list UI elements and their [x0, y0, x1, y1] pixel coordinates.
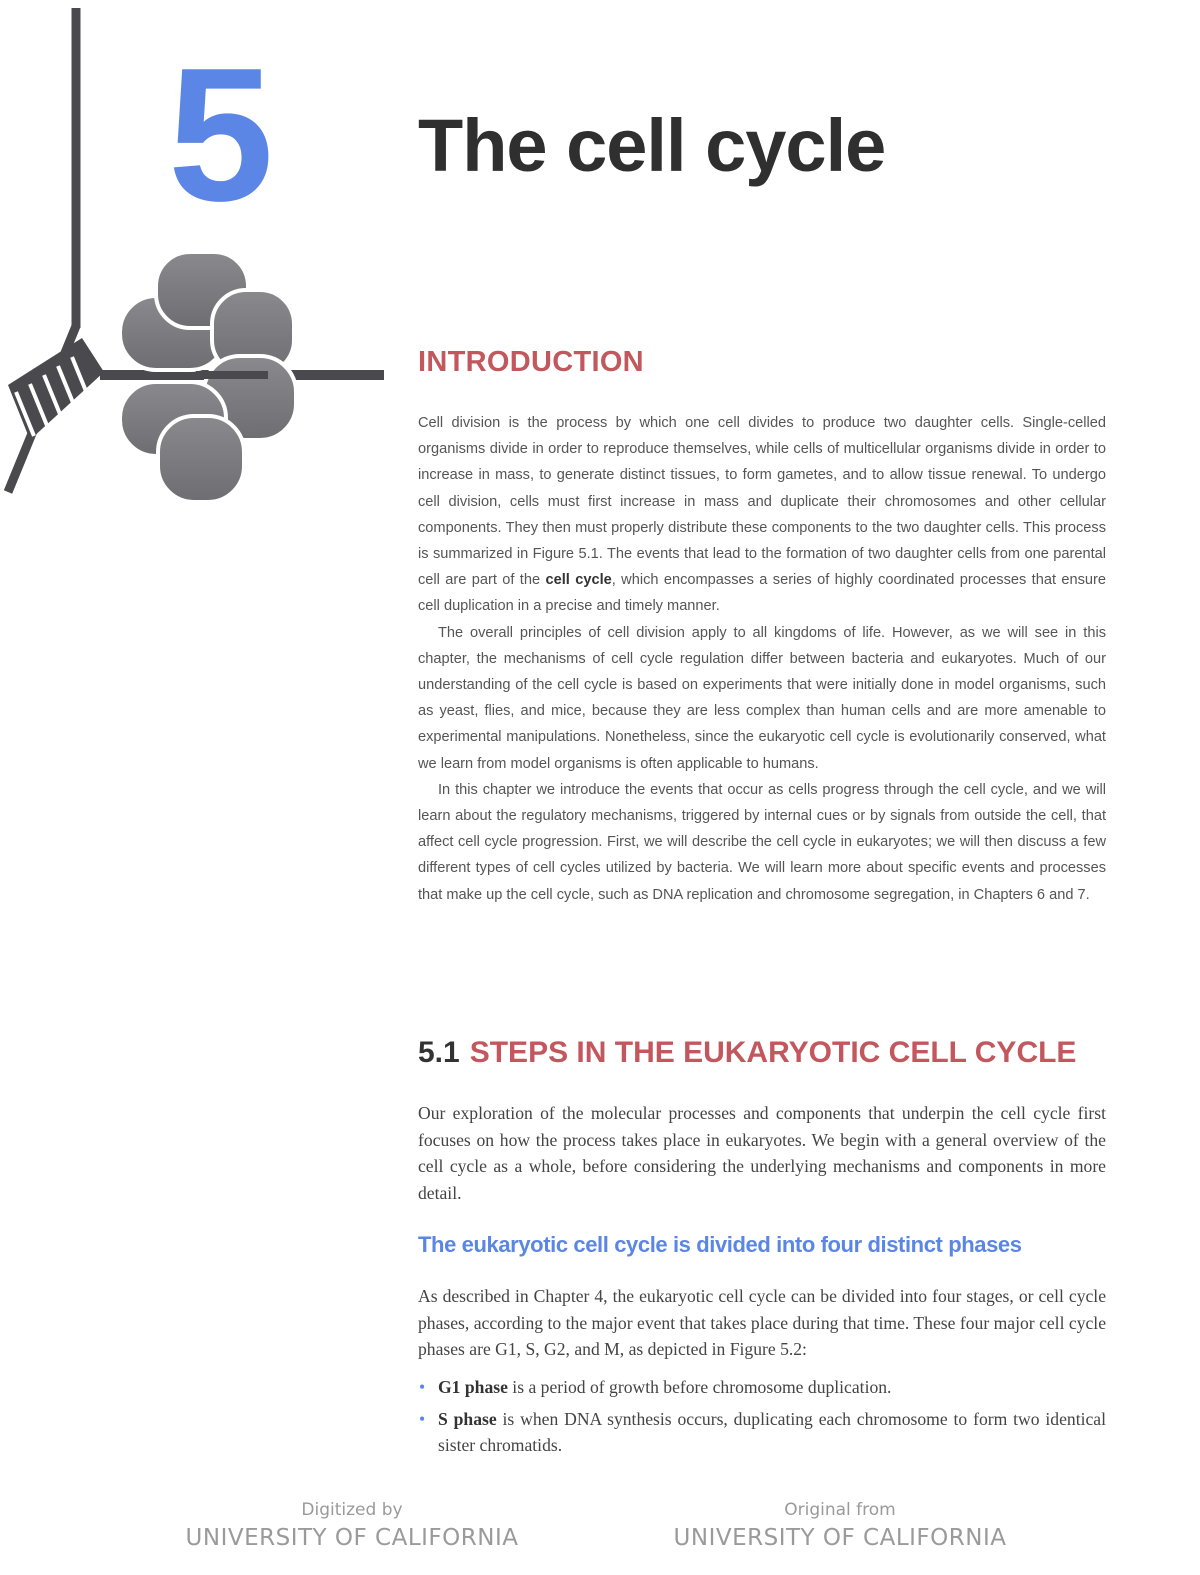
footer-original-label: Original from: [784, 1500, 896, 1520]
introduction-heading: INTRODUCTION: [418, 346, 644, 378]
footer-digitized-institution: UNIVERSITY OF CALIFORNIA: [185, 1525, 519, 1551]
phase-term: S phase: [438, 1408, 497, 1429]
intro-paragraph-1: [418, 410, 1106, 620]
intro-paragraph-3: In this chapter we introduce the events that occur as cells progress through the cell cycle, and we will learn about the regulatory mechanisms, triggered by internal cues or by signals from outside the cell, that affect cell cycle progression. First, we will describe the cell cycle in eukaryotes; we will then discuss a few different types of cell cycles utilized by bacteria. We will learn more about specific events and processes that make up the cell cycle, such as DNA replication and chromosome segregation, in Chapters 6 and 7.: [418, 781, 1106, 903]
intro-p1-tail: , which encompasses a series of highly coordinated processes that ensure cell duplication in a precise and timely manner.: [418, 572, 1107, 615]
subsection-heading: The eukaryotic cell cycle is divided into four distinct phases: [418, 1232, 1022, 1257]
phase-description: is when DNA synthesis occurs, duplicating each chromosome to form two identical sister chromatids.: [438, 1408, 1106, 1455]
intro-paragraph-2: The overall principles of cell division apply to all kingdoms of life. However, as we will see in this chapter, the mechanisms of cell cycle regulation differ between bacteria and eukaryotes. Much of our understanding of the cell cycle is based on experiments that were initially done in model organisms, such as yeast, flies, and mice, because they are less complex than human cells and are more amenable to experimental manipulations. Nonetheless, since the eukaryotic cell cycle is evolutionarily conserved, what we learn from model organisms is often applicable to humans.: [418, 624, 1106, 772]
footer-digitized-label: Digitized by: [301, 1500, 403, 1520]
introduction-body: [418, 410, 1106, 908]
intro-p1-text: Cell division is the process by which one cell divides to produce two daughter cells. Single-celled organisms divide in order to reproduce themselves, while cells of multicellular organisms divide in order to increase in mass, to generate distinct tissues, to form gametes, and to allow tissue renewal. To undergo cell division, cells must first increase in mass and duplicate their chromosomes and other cellular components. They then must properly distribute these components to the two daughter cells. This process is summarized in Figure 5.1. The events that lead to the formation of two daughter cells from one parental cell are part of the: [418, 415, 1106, 589]
section-heading: [418, 1036, 1106, 1070]
phase-list: [418, 1374, 1106, 1464]
footer-original-institution: UNIVERSITY OF CALIFORNIA: [673, 1525, 1007, 1551]
section-number: 5.1: [418, 1036, 460, 1069]
list-item: [418, 1374, 1106, 1401]
section-title: STEPS IN THE EUKARYOTIC CELL CYCLE: [469, 1036, 1077, 1069]
bullet-icon: •: [419, 1408, 426, 1429]
footer-digitized: [172, 1498, 532, 1554]
section-lead-paragraph: Our exploration of the molecular processes and components that underpin the cell cycle first focuses on how the process takes place in eukaryotes. We begin with a general overview of the cell cycle as a whole, before considering the underlying mechanisms and components in more detail.: [418, 1103, 1106, 1203]
chapter-number: 5: [168, 29, 274, 241]
footer-original: [660, 1498, 1020, 1554]
list-item: [418, 1406, 1106, 1459]
phase-description: is a period of growth before chromosome duplication.: [507, 1377, 892, 1397]
phases-paragraph: As described in Chapter 4, the eukaryotic cell cycle can be divided into four stages, or cell cycle phases, according to the major event that takes place during that time. These four major cell cycle phases are G1, S, G2, and M, as depicted in Figure 5.2:: [418, 1286, 1106, 1359]
chapter-title: The cell cycle: [418, 104, 886, 187]
bullet-icon: •: [419, 1377, 426, 1397]
phase-term: G1 phase: [438, 1377, 508, 1397]
cell-cycle-term: cell cycle: [545, 572, 612, 589]
dna-ladder: [8, 338, 104, 440]
